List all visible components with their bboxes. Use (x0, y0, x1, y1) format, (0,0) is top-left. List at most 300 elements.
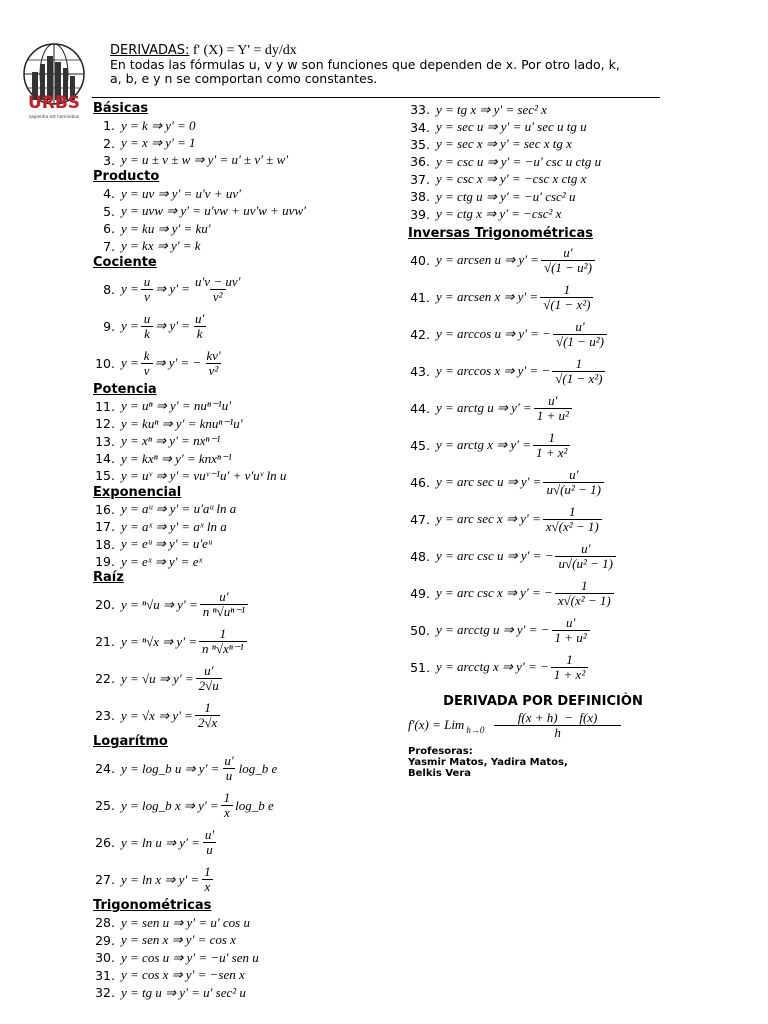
fraction-numerator: kv' (206, 347, 221, 363)
formula-row (408, 171, 678, 188)
formula-text: y = uvw ⇒ y' = u'vw + uv'w + uvw' (121, 203, 306, 219)
formula-number: 17. (95, 519, 115, 535)
fraction-numerator: u' (563, 244, 573, 260)
formula-lhs: y = arc sec x ⇒ y' = (436, 511, 541, 527)
fraction-denominator: √(1 − u²) (541, 260, 595, 275)
formula-lhs: y = (121, 355, 139, 371)
fraction-numerator: 1 (568, 503, 576, 519)
formula-row (93, 914, 413, 931)
formula-expression (121, 590, 250, 619)
definition-denominator: h (494, 725, 621, 740)
formula-text: y = aᵘ ⇒ y' = u'aᵘ ln a (121, 501, 237, 517)
formula-number: 51. (410, 659, 430, 675)
formula-expression (436, 189, 575, 205)
formula-row (93, 697, 413, 734)
fraction-numerator: u' (204, 827, 215, 843)
formula-fraction (221, 791, 234, 820)
formula-expression (121, 416, 243, 432)
formula-text: y = kuⁿ ⇒ y' = knuⁿ⁻¹u' (121, 415, 243, 431)
formula-expression (121, 865, 216, 894)
formula-row (408, 464, 678, 501)
formula-fraction (192, 312, 207, 341)
formula-expression (436, 283, 595, 312)
fraction-denominator: u (223, 768, 236, 783)
fraction-denominator: 2√u (196, 678, 222, 693)
formula-text: y = sen u ⇒ y' = u' cos u (121, 914, 250, 930)
formula-fraction (533, 431, 570, 460)
fraction-denominator: v² (206, 363, 222, 378)
definition-lhs: f'(x) = Lim (408, 717, 465, 733)
formula-text: y = ctg x ⇒ y' = −csc² x (436, 206, 562, 222)
definition-block (408, 694, 678, 740)
formula-number: 20. (95, 597, 115, 613)
formula-number: 21. (95, 634, 115, 650)
formula-text: y = uᵛ ⇒ y' = vuᵛ⁻¹u' + v'uᵛ ln u (121, 467, 287, 483)
formula-list (93, 914, 413, 1001)
formula-number: 13. (95, 433, 115, 449)
formula-expression (436, 136, 572, 152)
formula-fraction (221, 754, 236, 783)
formula-text: y = uⁿ ⇒ y' = nuⁿ⁻¹u' (121, 398, 231, 414)
formula-number: 5. (103, 203, 115, 219)
formula-number: 11. (95, 398, 115, 414)
formula-row (93, 203, 413, 220)
fraction-numerator: u' (548, 392, 558, 408)
professors-label: Profesoras: (408, 745, 473, 757)
formula-expression (121, 433, 220, 449)
formula-number: 39. (410, 206, 430, 222)
formula-number: 43. (410, 363, 430, 379)
formula-row (93, 501, 413, 518)
formula-list (93, 185, 413, 255)
formula-text: y = k ⇒ y' = 0 (121, 117, 196, 133)
formula-row (408, 242, 678, 279)
fraction-numerator: 1 (548, 429, 555, 445)
formula-text: y = ctg u ⇒ y' = −u' csc² u (436, 188, 576, 204)
formula-number: 27. (95, 872, 115, 888)
formula-lhs: y = √u ⇒ y' = (121, 670, 194, 686)
formula-text: y = tg x ⇒ y' = sec² x (436, 101, 547, 117)
section-heading: Inversas Trigonométricas (408, 225, 593, 241)
formula-row (93, 237, 413, 254)
formula-expression (121, 186, 241, 202)
fraction-denominator: 1 + x² (551, 667, 588, 682)
formula-lhs: y = arccos x ⇒ y' = − (436, 363, 551, 379)
fraction-denominator: x (202, 879, 214, 894)
formula-text: y = u ± v ± w ⇒ y' = u' ± v' ± w' (121, 152, 289, 168)
formula-text: y = aˣ ⇒ y' = aˣ ln a (121, 518, 227, 534)
formula-lhs: y = arc csc u ⇒ y' = − (436, 548, 554, 564)
fraction-numerator: 1 (204, 864, 211, 880)
formula-expression (436, 206, 561, 222)
formula-number: 15. (95, 468, 115, 484)
formula-row (93, 308, 413, 345)
formula-fraction (555, 542, 615, 571)
formula-lhs: y = √x ⇒ y' = (121, 707, 193, 723)
fraction-denominator: v² (210, 289, 226, 304)
section-heading: Básicas (93, 101, 149, 116)
formula-lhs: y = (121, 281, 139, 297)
fraction-numerator: k (143, 347, 150, 363)
formula-row (93, 450, 413, 467)
formula-number: 44. (410, 400, 430, 416)
formula-row (93, 433, 413, 450)
fraction-numerator: 1 (219, 626, 227, 642)
formula-fraction (203, 349, 223, 378)
formula-row (93, 553, 413, 570)
header-divider (92, 97, 660, 98)
definition-numerator: f(x + h) − f(x) (517, 709, 598, 725)
formula-lhs: y = arcsen u ⇒ y' = (436, 252, 539, 268)
formula-number: 34. (410, 119, 430, 135)
fraction-denominator: 1 + u² (534, 408, 572, 423)
formula-row (408, 649, 678, 686)
formula-expression (436, 119, 587, 135)
logo-motto: sapientia est hominibus (28, 114, 80, 119)
fraction-denominator: x√(x² − 1) (543, 519, 602, 534)
formula-expression (121, 754, 277, 783)
formula-row (408, 501, 678, 538)
formula-expression (121, 950, 259, 966)
formula-lhs: y = arcctg x ⇒ y' = − (436, 659, 549, 675)
formula-lhs: y = arc sec u ⇒ y' = (436, 474, 542, 490)
formula-number: 33. (410, 102, 430, 118)
formula-row (93, 518, 413, 535)
formula-number: 32. (95, 985, 115, 1000)
formula-expression (121, 701, 222, 730)
formula-row (93, 134, 413, 151)
formula-row (408, 205, 678, 222)
formula-row (93, 861, 413, 898)
formula-lhs: y = ln x ⇒ y' = (121, 871, 200, 887)
formula-row (408, 101, 678, 118)
formula-text: y = csc x ⇒ y' = −csc x ctg x (436, 171, 587, 187)
fraction-denominator: v (141, 363, 153, 378)
formula-row (93, 185, 413, 202)
formula-text: y = sen x ⇒ y' = cos x (121, 932, 236, 948)
formula-expression (121, 501, 236, 517)
formula-number: 40. (410, 252, 430, 268)
formula-row (408, 279, 678, 316)
formula-number: 37. (410, 171, 430, 187)
urbs-logo (18, 42, 90, 122)
formula-number: 19. (95, 554, 115, 570)
formula-fraction (540, 283, 593, 312)
formula-row (93, 984, 413, 1001)
formula-expression (436, 579, 616, 608)
intro-line-1: En todas las fórmulas u, v y w son funciones que dependen de x. Por otro lado, k, (110, 57, 620, 72)
formula-number: 41. (410, 289, 430, 305)
fraction-denominator: k (141, 326, 153, 341)
left-column (93, 101, 413, 1001)
fraction-denominator: n ⁿ√uⁿ⁻¹ (200, 604, 248, 619)
fraction-numerator: u' (224, 753, 234, 769)
definition-fraction (494, 711, 621, 740)
formula-expression (436, 154, 601, 170)
formula-lhs: y = arc csc x ⇒ y' = − (436, 585, 553, 601)
formula-number: 30. (95, 950, 115, 966)
formula-text: y = uv ⇒ y' = u'v + uv' (121, 185, 241, 201)
formula-expression (121, 118, 196, 134)
fraction-numerator: u'v − uv' (195, 273, 241, 289)
definition-formula (408, 711, 678, 740)
formula-number: 10. (95, 355, 115, 371)
page-title (110, 44, 670, 58)
formula-expression (436, 431, 572, 460)
formula-number: 6. (103, 221, 115, 237)
formula-number: 29. (95, 932, 115, 948)
fraction-denominator: √(1 − u²) (553, 334, 607, 349)
formula-number: 47. (410, 511, 430, 527)
fraction-numerator: 1 (223, 790, 231, 806)
formula-number: 25. (95, 798, 115, 814)
formula-number: 49. (410, 585, 430, 601)
fraction-numerator: u' (569, 466, 579, 482)
formula-number: 46. (410, 474, 430, 490)
formula-text: y = csc u ⇒ y' = −u' csc u ctg u (436, 153, 602, 169)
definition-limit: h→0 (466, 725, 485, 736)
formula-row (93, 586, 413, 623)
formula-lhs: y = log_b x ⇒ y' = (121, 797, 219, 813)
formula-expression (121, 152, 288, 168)
formula-lhs: y = log_b u ⇒ y' = (121, 760, 220, 776)
formula-expression (121, 451, 232, 467)
section-heading: Exponencial (93, 484, 182, 500)
formula-number: 31. (95, 967, 115, 983)
formula-suffix: log_b e (238, 760, 278, 776)
formula-text: y = x ⇒ y' = 1 (121, 135, 196, 151)
formula-expression (436, 357, 607, 386)
formula-expression (436, 616, 592, 645)
formula-number: 45. (410, 437, 430, 453)
fraction-denominator: √(1 − x²) (540, 297, 593, 312)
formula-text: y = cos u ⇒ y' = −u' sen u (121, 949, 259, 965)
formula-expression (121, 275, 245, 304)
formula-number: 28. (95, 915, 115, 931)
formula-number: 18. (95, 536, 115, 552)
formula-row (93, 415, 413, 432)
fraction-denominator: n ⁿ√xⁿ⁻¹ (199, 641, 247, 656)
professors-line-2: Belkis Vera (408, 767, 471, 779)
section-heading: Logarítmo (93, 734, 168, 750)
formula-expression (436, 102, 547, 118)
fraction-denominator: √(1 − x²) (552, 371, 605, 386)
fraction-numerator: u (143, 310, 151, 326)
formula-lhs: y = ⁿ√x ⇒ y' = (121, 633, 198, 649)
formula-row (408, 188, 678, 205)
formula-list (93, 750, 413, 898)
formula-expression (121, 967, 245, 983)
formula-number: 8. (103, 281, 115, 297)
formula-expression (121, 203, 306, 219)
formula-list (93, 398, 413, 485)
formula-number: 23. (95, 708, 115, 724)
formula-expression (436, 394, 574, 423)
section-heading: Cociente (93, 254, 157, 270)
formula-suffix: log_b e (235, 797, 274, 813)
formula-text: y = ku ⇒ y' = ku' (121, 220, 211, 236)
formula-number: 16. (95, 501, 115, 517)
formula-number: 22. (95, 671, 115, 687)
section-heading: Potencia (93, 381, 157, 397)
formula-row (93, 787, 413, 824)
formula-lhs: y = arccos u ⇒ y' = − (436, 326, 551, 342)
section-heading: Producto (93, 169, 160, 185)
fraction-denominator: x (221, 805, 233, 820)
formula-number: 7. (103, 238, 115, 254)
formula-fraction (543, 468, 603, 497)
formula-fraction (543, 505, 602, 534)
formula-number: 24. (95, 761, 115, 777)
formula-number: 1. (103, 118, 115, 134)
formula-row (408, 390, 678, 427)
formula-text: y = sec u ⇒ y' = u' sec u tg u (436, 119, 587, 135)
formula-row (93, 152, 413, 169)
formula-expression (121, 349, 226, 378)
formula-text: y = cos x ⇒ y' = −sen x (121, 967, 245, 983)
formula-number: 42. (410, 326, 430, 342)
formula-text: y = sec x ⇒ y' = sec x tg x (436, 136, 572, 152)
title-formula: f' (X) = Y' = dy/dx (192, 43, 297, 58)
trig-continued-list (408, 101, 678, 223)
formula-fraction (141, 275, 154, 304)
formula-expression (121, 519, 227, 535)
formula-expression (121, 828, 219, 857)
formula-number: 14. (95, 451, 115, 467)
formula-expression (436, 171, 586, 187)
formula-lhs: y = ⁿ√u ⇒ y' = (121, 596, 198, 612)
fraction-denominator: 1 + u² (552, 630, 590, 645)
formula-row (408, 118, 678, 135)
formula-expression (436, 653, 590, 682)
fraction-numerator: u' (565, 614, 576, 630)
formula-row (93, 117, 413, 134)
formula-lhs: y = arcsen x ⇒ y' = (436, 289, 539, 305)
section-heading: Trigonométricas (93, 898, 212, 914)
formula-fraction (141, 349, 153, 378)
formula-fraction (534, 394, 572, 423)
fraction-denominator: x√(x² − 1) (555, 593, 614, 608)
formula-number: 2. (103, 135, 115, 151)
formula-fraction (555, 579, 614, 608)
formula-text: y = xⁿ ⇒ y' = nxⁿ⁻¹ (121, 433, 221, 449)
intro-line-2: a, b, e y n se comportan como constantes. (110, 71, 378, 86)
fraction-denominator: u√(u² − 1) (543, 482, 603, 497)
formula-row (408, 353, 678, 390)
professors-line-1: Yasmir Matos, Yadira Matos, (408, 756, 568, 768)
header (110, 44, 670, 86)
formula-row (93, 966, 413, 983)
fraction-numerator: u' (195, 310, 205, 326)
fraction-numerator: u' (219, 589, 229, 605)
formula-number: 12. (95, 416, 115, 432)
formula-number: 48. (410, 548, 430, 564)
formula-list (93, 586, 413, 734)
formula-row (93, 398, 413, 415)
formula-number: 50. (410, 622, 430, 638)
formula-row (408, 153, 678, 170)
professors-block (408, 746, 678, 779)
formula-number: 38. (410, 189, 430, 205)
formula-expression (121, 398, 231, 414)
formula-row (408, 427, 678, 464)
formula-row (408, 316, 678, 353)
formula-fraction (192, 275, 243, 304)
formula-expression (121, 932, 236, 948)
fraction-denominator: u (203, 842, 216, 857)
right-column (408, 101, 678, 779)
formula-fraction (541, 246, 595, 275)
formula-expression (436, 246, 597, 275)
fraction-denominator: v (141, 289, 153, 304)
formula-expression (121, 312, 209, 341)
formula-list (93, 271, 413, 382)
formula-row (93, 824, 413, 861)
formula-number: 26. (95, 835, 115, 851)
formula-fraction (552, 357, 605, 386)
fraction-numerator: 1 (575, 355, 583, 371)
formula-lhs: y = arctg x ⇒ y' = (436, 437, 531, 453)
logo-letters: URBS (27, 93, 81, 113)
fraction-numerator: 1 (566, 651, 573, 667)
formula-rhs: ⇒ y' = (155, 281, 191, 297)
formula-number: 35. (410, 136, 430, 152)
formula-text: y = eᵘ ⇒ y' = u'eᵘ (121, 536, 212, 552)
formula-row (93, 623, 413, 660)
formula-expression (121, 135, 196, 151)
formula-number: 36. (410, 154, 430, 170)
formula-row (93, 345, 413, 382)
formula-list (93, 501, 413, 571)
formula-fraction (201, 865, 214, 894)
formula-row (408, 575, 678, 612)
title-word: DERIVADAS: (110, 43, 190, 58)
formula-expression (436, 505, 604, 534)
formula-lhs: y = (121, 318, 139, 334)
formula-row (93, 932, 413, 949)
formula-expression (121, 554, 202, 570)
formula-expression (121, 238, 201, 254)
formula-text: y = tg u ⇒ y' = u' sec² u (121, 984, 246, 1000)
formula-list (93, 117, 413, 169)
formula-expression (121, 536, 212, 552)
definition-title: DERIVADA POR DEFINICIÒN (443, 693, 643, 709)
formula-fraction (195, 701, 220, 730)
formula-lhs: y = ln u ⇒ y' = (121, 834, 200, 850)
fraction-numerator: u (143, 273, 151, 289)
formula-expression (436, 468, 606, 497)
formula-fraction (202, 828, 217, 857)
formula-expression (121, 985, 246, 1001)
formula-row (93, 660, 413, 697)
formula-row (93, 467, 413, 484)
formula-number: 9. (103, 318, 115, 334)
formula-text: y = kx ⇒ y' = k (121, 238, 201, 254)
formula-row (408, 612, 678, 649)
formula-row (93, 271, 413, 308)
fraction-numerator: u' (581, 540, 591, 556)
fraction-numerator: 1 (204, 700, 211, 716)
formula-row (93, 949, 413, 966)
fraction-denominator: k (194, 326, 206, 341)
formula-row (93, 750, 413, 787)
formula-text: y = kxⁿ ⇒ y' = knxⁿ⁻¹ (121, 450, 232, 466)
fraction-denominator: 1 + x² (533, 445, 570, 460)
section-heading: Raíz (93, 570, 124, 586)
formula-expression (436, 542, 618, 571)
inverse-trig-list (408, 242, 678, 686)
formula-number: 3. (103, 152, 115, 168)
